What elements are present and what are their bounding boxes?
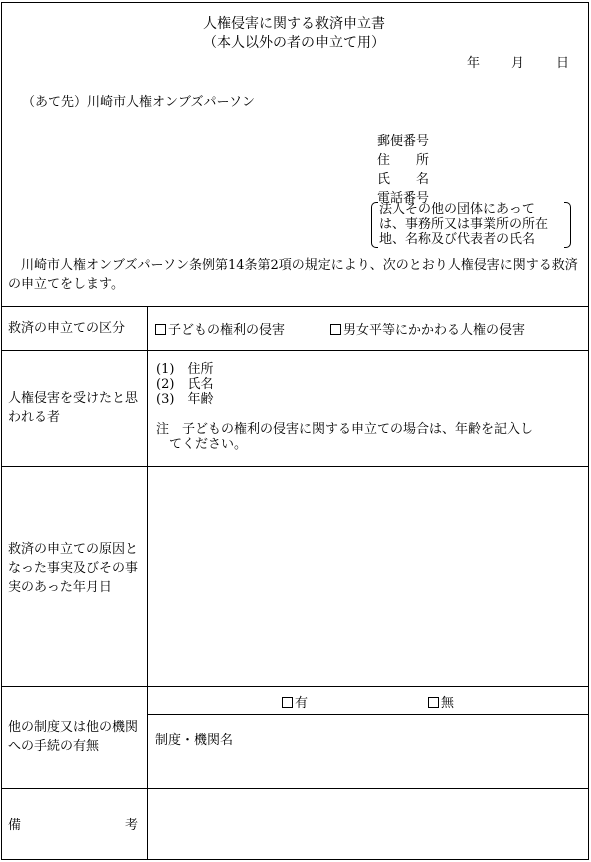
- victim-item-2: (2) 氏名: [156, 377, 214, 392]
- corp-line-1: 法人その他の団体にあって: [379, 202, 535, 217]
- corporation-note: [371, 202, 571, 248]
- facts-label: 救済の申立ての原因となった事実及びその事実のあった年月日: [8, 542, 139, 595]
- postal-code-label: 郵便番号: [377, 134, 430, 149]
- victim-item-3: (3) 年齢: [156, 392, 214, 407]
- row-divider-3b: [147, 714, 589, 715]
- column-divider: [147, 306, 148, 860]
- intro-text: 川崎市人権オンブズパーソン条例第14条第2項の規定により、次のとおり人権侵害に関する救済の申立てをします。: [8, 258, 578, 292]
- left-bracket: [371, 202, 378, 248]
- checkbox-icon[interactable]: [282, 697, 293, 708]
- form-title: 人権侵害に関する救済申立書: [203, 16, 385, 32]
- row-divider-1: [1, 350, 589, 351]
- row-divider-2: [1, 466, 589, 467]
- corp-line-3: 地、名称及び代表者の氏名: [379, 232, 536, 247]
- victim-item-1: (1) 住所: [156, 362, 214, 377]
- remarks-label: [8, 814, 138, 833]
- row-divider-3: [1, 686, 589, 687]
- form-subtitle: （本人以外の者の申立て用）: [203, 35, 385, 51]
- right-bracket: [564, 202, 571, 248]
- option-child-rights-label: 子どもの権利の侵害: [168, 323, 286, 338]
- corporation-note-text: [379, 202, 548, 247]
- date-day-label: 日: [556, 56, 570, 71]
- option-yes-label: 有: [295, 696, 309, 711]
- remarks-label-left: 備: [8, 818, 22, 833]
- victim-label: 人権侵害を受けたと思われる者: [8, 391, 139, 425]
- checkbox-icon[interactable]: [330, 324, 341, 335]
- checkbox-icon[interactable]: [155, 324, 166, 335]
- corp-line-2: は、事務所又は事業所の所在: [379, 217, 549, 232]
- row-divider-4: [1, 788, 589, 789]
- option-gender-equality[interactable]: [330, 319, 525, 338]
- system-name-label: 制度・機関名: [155, 733, 234, 748]
- option-no-label: 無: [441, 696, 455, 711]
- victim-note-line-2: てください。: [169, 437, 248, 452]
- option-no[interactable]: [428, 692, 454, 711]
- facts-input-area[interactable]: [149, 468, 587, 684]
- name-label: 氏 名: [377, 172, 430, 187]
- option-yes[interactable]: [282, 692, 308, 711]
- table-top-border: [1, 306, 589, 307]
- address-label: 住 所: [377, 153, 430, 168]
- date-year-label: 年: [467, 56, 481, 71]
- category-label: 救済の申立ての区分: [8, 321, 126, 336]
- remarks-input-area[interactable]: [149, 790, 587, 858]
- other-procedures-label: 他の制度又は他の機関への手続の有無: [8, 720, 139, 754]
- remarks-label-right: 考: [124, 818, 138, 833]
- date-month-label: 月: [511, 56, 525, 71]
- checkbox-icon[interactable]: [428, 697, 439, 708]
- victim-note-line-1: 注 子どもの権利の侵害に関する申立ての場合は、年齢を記入し: [156, 422, 534, 437]
- option-child-rights[interactable]: [155, 319, 285, 338]
- option-gender-equality-label: 男女平等にかかわる人権の侵害: [343, 323, 526, 338]
- addressee: （あて先）川崎市人権オンブズパーソン: [22, 95, 255, 110]
- phone-label: 電話番号: [377, 191, 430, 206]
